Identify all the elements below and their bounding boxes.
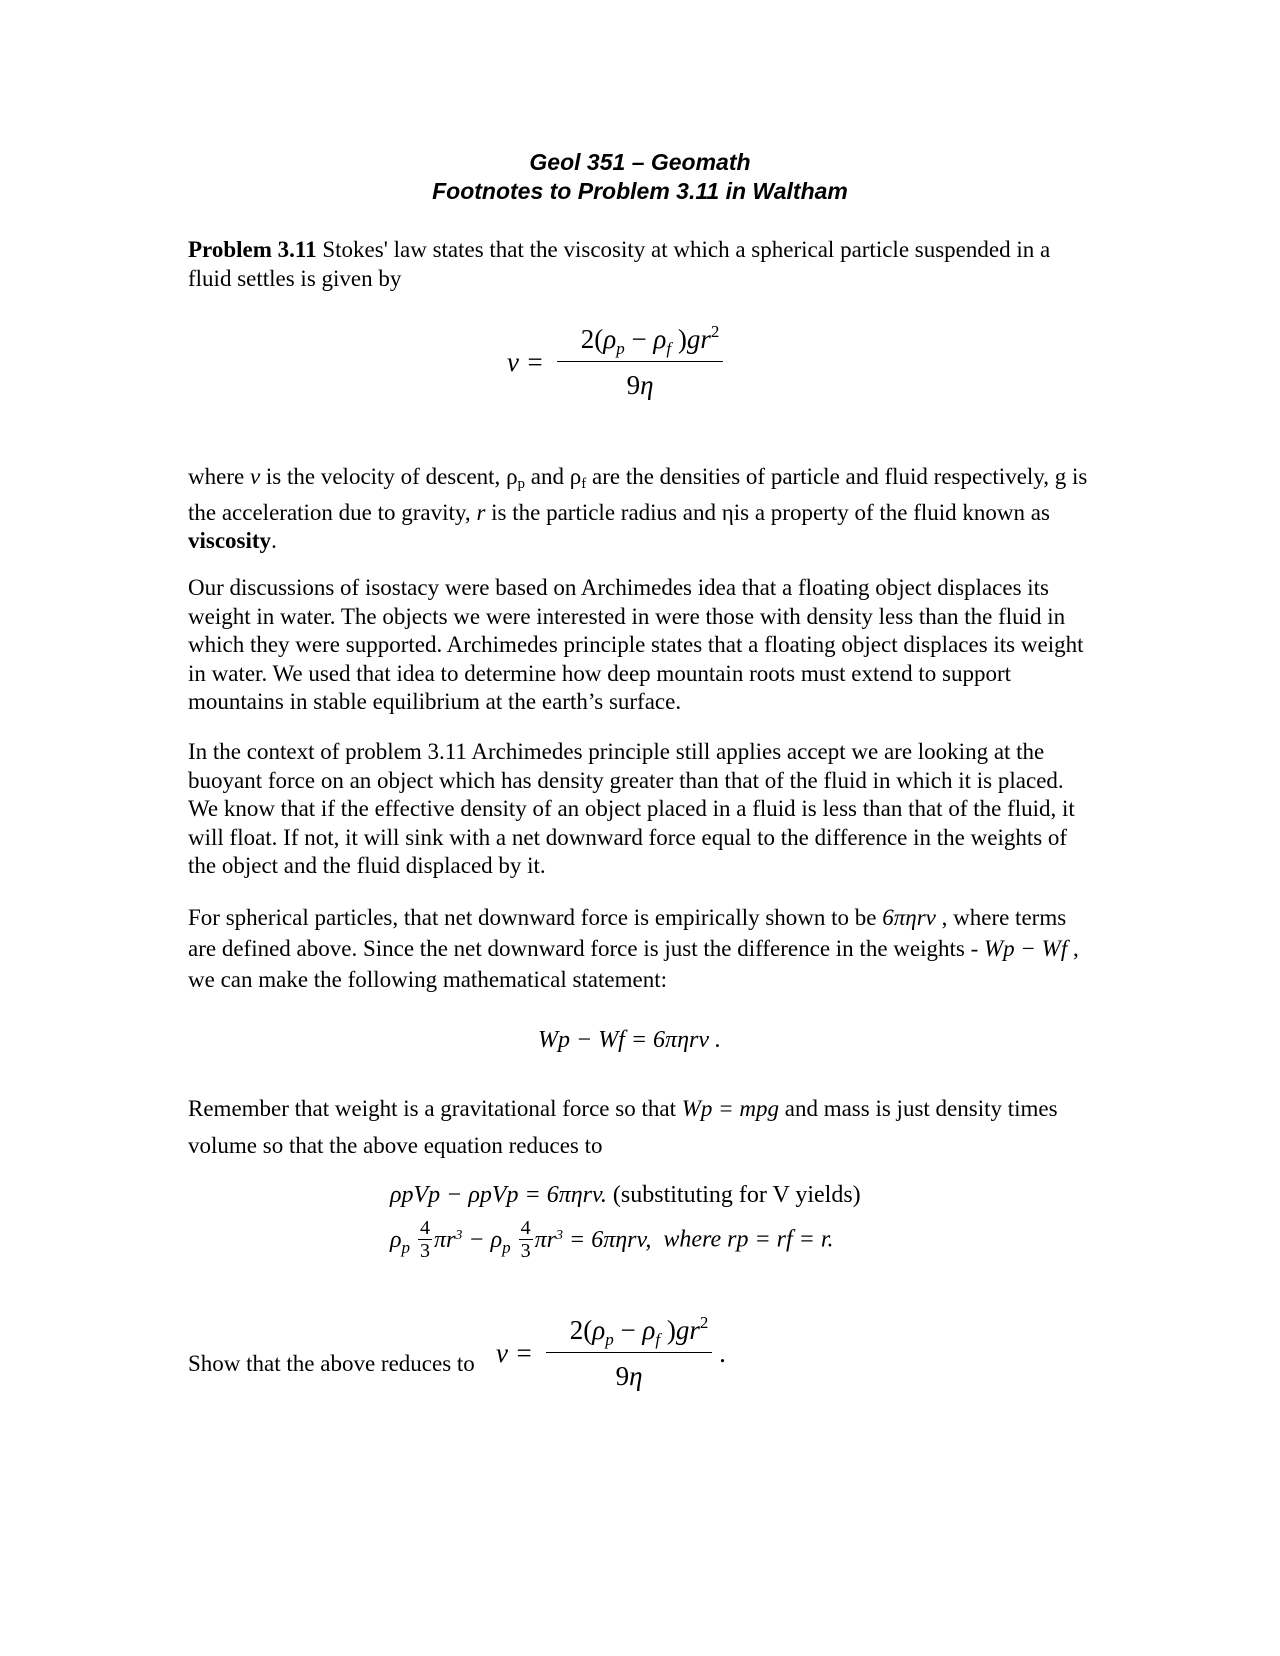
stokes-numerator: $2(\rho_p - \rho_f$ )$gr^2$ [557,326,724,362]
weight-expression: Wp = mpg [681,1096,779,1121]
weight-paragraph [188,1090,1088,1164]
definitions-text-2: is the velocity of descent, [260,464,507,489]
force-expression: 6πηrv [882,905,936,930]
rho-p-symbol: ρ [506,464,518,489]
density-expression: ρpVp − ρpVp = 6πηrv. [390,1182,607,1208]
radius-symbol: r [476,499,486,525]
rho-p-subscript: p [517,476,526,492]
eta-symbol: η [721,499,734,525]
document-subtitle: Footnotes to Problem 3.11 in Waltham [432,178,848,204]
force-paragraph [188,902,1088,995]
weight-text-1: Remember that weight is a gravitational force so that [188,1096,682,1121]
stokes-equation [507,322,723,400]
definitions-text-6: is a property of the fluid known as [733,499,1050,525]
rho-f-subscript: f [581,476,587,492]
stokes-denominator: 9η [626,370,654,400]
weight-difference-expression: Wp − Wf [983,936,1068,961]
weight-text-2: and mass is just density times volume so that the above equation reduces to [188,1096,1058,1158]
velocity-symbol: v [249,464,261,489]
problem-label: Problem 3.11 [188,237,317,262]
final-period: . [719,1338,726,1368]
show-that-text: Show that the above reduces to [188,1351,475,1376]
radius-equality: where rp = rf = r. [663,1226,834,1253]
four-thirds-fraction-2: $\frac{4}{3}$ [520,1217,531,1262]
force-text-3: , we can make the following mathematical statement: [188,936,1079,992]
final-equation [496,1313,726,1391]
problem-statement [188,236,1088,293]
context-paragraph: In the context of problem 3.11 Archimedes principle still applies accept we are looking at the buoyant force on an object which has density greater than that of the fluid in which it is placed. We know that if the effective density of an object placed in a fluid is less than that of the fluid, it will float. If not, it will sink with a net downward force equal to the difference in the weights of the object and the fluid displaced by it. [188,739,1075,879]
definitions-text-5: is the particle radius and [485,499,722,525]
force-text-1: For spherical particles, that net downward force is empirically shown to be [188,905,883,930]
rho-f-symbol: ρ [569,464,582,489]
density-equation [390,1183,861,1207]
definitions-paragraph [188,463,1088,556]
definitions-text-3: and [525,464,570,489]
force-equation: Wp − Wf = 6πηrv . [538,1027,721,1053]
stokes-fraction [557,322,724,400]
document-title: Geol 351 – Geomath [529,149,751,175]
force-text-2: , where terms are defined above. Since the net downward force is just the difference in the weights - [188,905,1067,961]
final-numerator: $2(\rho_p - \rho_f$ )$gr^2$ [546,1317,713,1353]
final-lhs: v = [496,1338,533,1368]
isostacy-paragraph: Our discussions of isostacy were based on Archimedes idea that a floating object displaces its weight in water. The objects we were interested in were those with density less than the fluid in which they were supported. Archimedes principle states that a floating object displaces its weight in water. We used that idea to determine how deep mountain roots must extend to support mountains in stable equilibrium at the earth’s surface. [188,575,1084,715]
final-denominator: 9η [615,1361,643,1391]
stokes-lhs: v = [507,347,544,377]
definitions-text-4: are the densities of particle and fluid respectively, g is the acceleration due to gravity, [188,464,1088,525]
definitions-text-1: where [188,464,250,489]
problem-intro: Stokes' law states that the viscosity at which a spherical particle suspended in a fluid settles is given by [188,237,1051,291]
definitions-text-7: . [271,528,277,554]
four-thirds-fraction-1: $\frac{4}{3}$ [420,1217,431,1262]
viscosity-term: viscosity [188,528,272,554]
final-fraction [546,1313,713,1391]
substitution-note: (substituting for V yields) [606,1182,861,1208]
volume-equation: $\rho_p$ $\frac{4}{3}$ $\pi r^3 - \rho_p$ $\frac{4}{3}$ $\pi r^3 = 6\pi\eta rv$, where rp = rf = r. [390,1217,834,1262]
